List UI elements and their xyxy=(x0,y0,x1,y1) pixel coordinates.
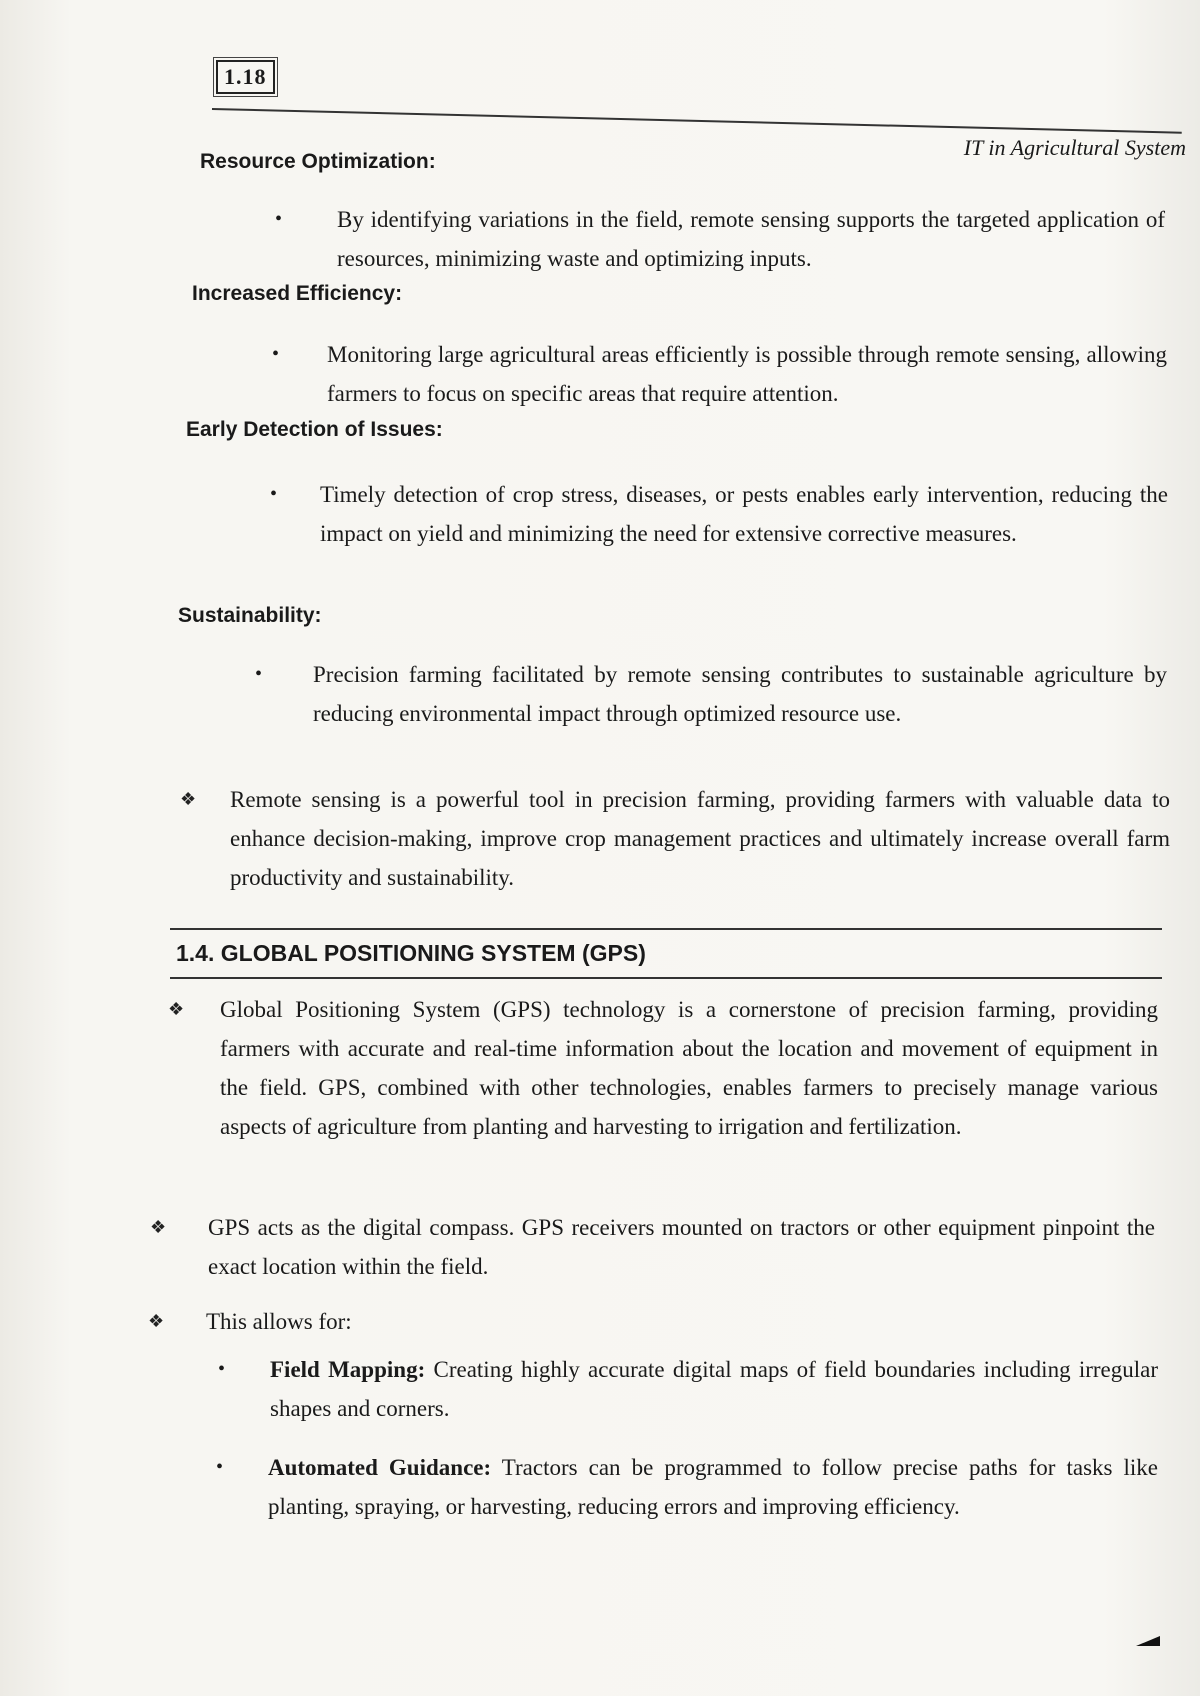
gps-point-1-text: Global Positioning System (GPS) technology is a cornerstone of precision farming, providing farmers with accurate and real-time information about the location and movement of equipment in the field. GPS, combined with other technologies, enables farmers to precisely manage various aspects of agriculture from planting and harvesting to irrigation and fertilization. xyxy=(220,997,1158,1139)
automated-guidance-term: Automated Guidance: xyxy=(268,1455,492,1480)
heading-increased-efficiency: Increased Efficiency: xyxy=(192,282,403,305)
automated-guidance-description: Tractors can be programmed to follow precise paths for tasks like planting, spraying, or harvesting, reducing errors and improving efficiency. xyxy=(268,1455,1158,1519)
summary-point xyxy=(180,780,1170,897)
bullet-icon: • xyxy=(216,1456,224,1478)
diamond-bullet-icon: ❖ xyxy=(150,1217,167,1237)
running-header: IT in Agricultural System xyxy=(963,135,1186,160)
bullet-early-detection xyxy=(270,475,1168,553)
gps-point-2 xyxy=(150,1208,1155,1286)
bullet-resource-optimization xyxy=(275,200,1165,278)
gps-point-2-text: GPS acts as the digital compass. GPS receivers mounted on tractors or other equipment pinpoint the exact location within the field. xyxy=(208,1215,1155,1279)
bullet-text: Timely detection of crop stress, diseases, or pests enables early intervention, reducing the impact on yield and minimizing the need for extensive corrective measures. xyxy=(320,482,1168,546)
bullet-text: Monitoring large agricultural areas efficiently is possible through remote sensing, allowing farmers to focus on specific areas that require attention. xyxy=(327,342,1167,406)
page-number: 1.18 xyxy=(216,60,275,94)
field-mapping-term: Field Mapping: xyxy=(270,1357,426,1382)
field-mapping-description: Creating highly accurate digital maps of field boundaries including irregular shapes and corners. xyxy=(270,1357,1158,1421)
section-heading-gps: 1.4. GLOBAL POSITIONING SYSTEM (GPS) xyxy=(170,928,1162,979)
gps-point-3 xyxy=(148,1302,1153,1341)
bullet-text: Precision farming facilitated by remote sensing contributes to sustainable agriculture by reducing environmental impact through optimized resource use. xyxy=(313,662,1167,726)
bullet-icon: • xyxy=(272,343,280,365)
gps-point-1 xyxy=(168,990,1158,1146)
diamond-bullet-icon: ❖ xyxy=(180,789,197,809)
bullet-increased-efficiency xyxy=(272,335,1167,413)
bullet-icon: • xyxy=(255,663,263,685)
bullet-icon: • xyxy=(270,483,278,505)
gps-sub-bullet-automated-guidance xyxy=(216,1448,1158,1526)
bullet-text: By identifying variations in the field, remote sensing supports the targeted application of resources, minimizing waste and optimizing inputs. xyxy=(337,207,1165,271)
automated-guidance-text xyxy=(268,1448,1158,1526)
diamond-bullet-icon: ❖ xyxy=(168,999,185,1019)
field-mapping-text xyxy=(270,1350,1158,1428)
heading-sustainability: Sustainability: xyxy=(178,604,322,627)
gps-point-3-text: This allows for: xyxy=(206,1309,352,1334)
diamond-bullet-icon: ❖ xyxy=(148,1311,165,1331)
bullet-sustainability xyxy=(255,655,1167,733)
summary-text: Remote sensing is a powerful tool in precision farming, providing farmers with valuable data to enhance decision-making, improve crop management practices and ultimately increase overall farm productivity and sustainability. xyxy=(230,787,1170,890)
bullet-icon: • xyxy=(275,208,283,230)
heading-early-detection: Early Detection of Issues: xyxy=(186,418,443,441)
heading-resource-optimization: Resource Optimization: xyxy=(200,150,436,173)
bullet-icon: • xyxy=(218,1358,226,1380)
gps-sub-bullet-field-mapping xyxy=(218,1350,1158,1428)
